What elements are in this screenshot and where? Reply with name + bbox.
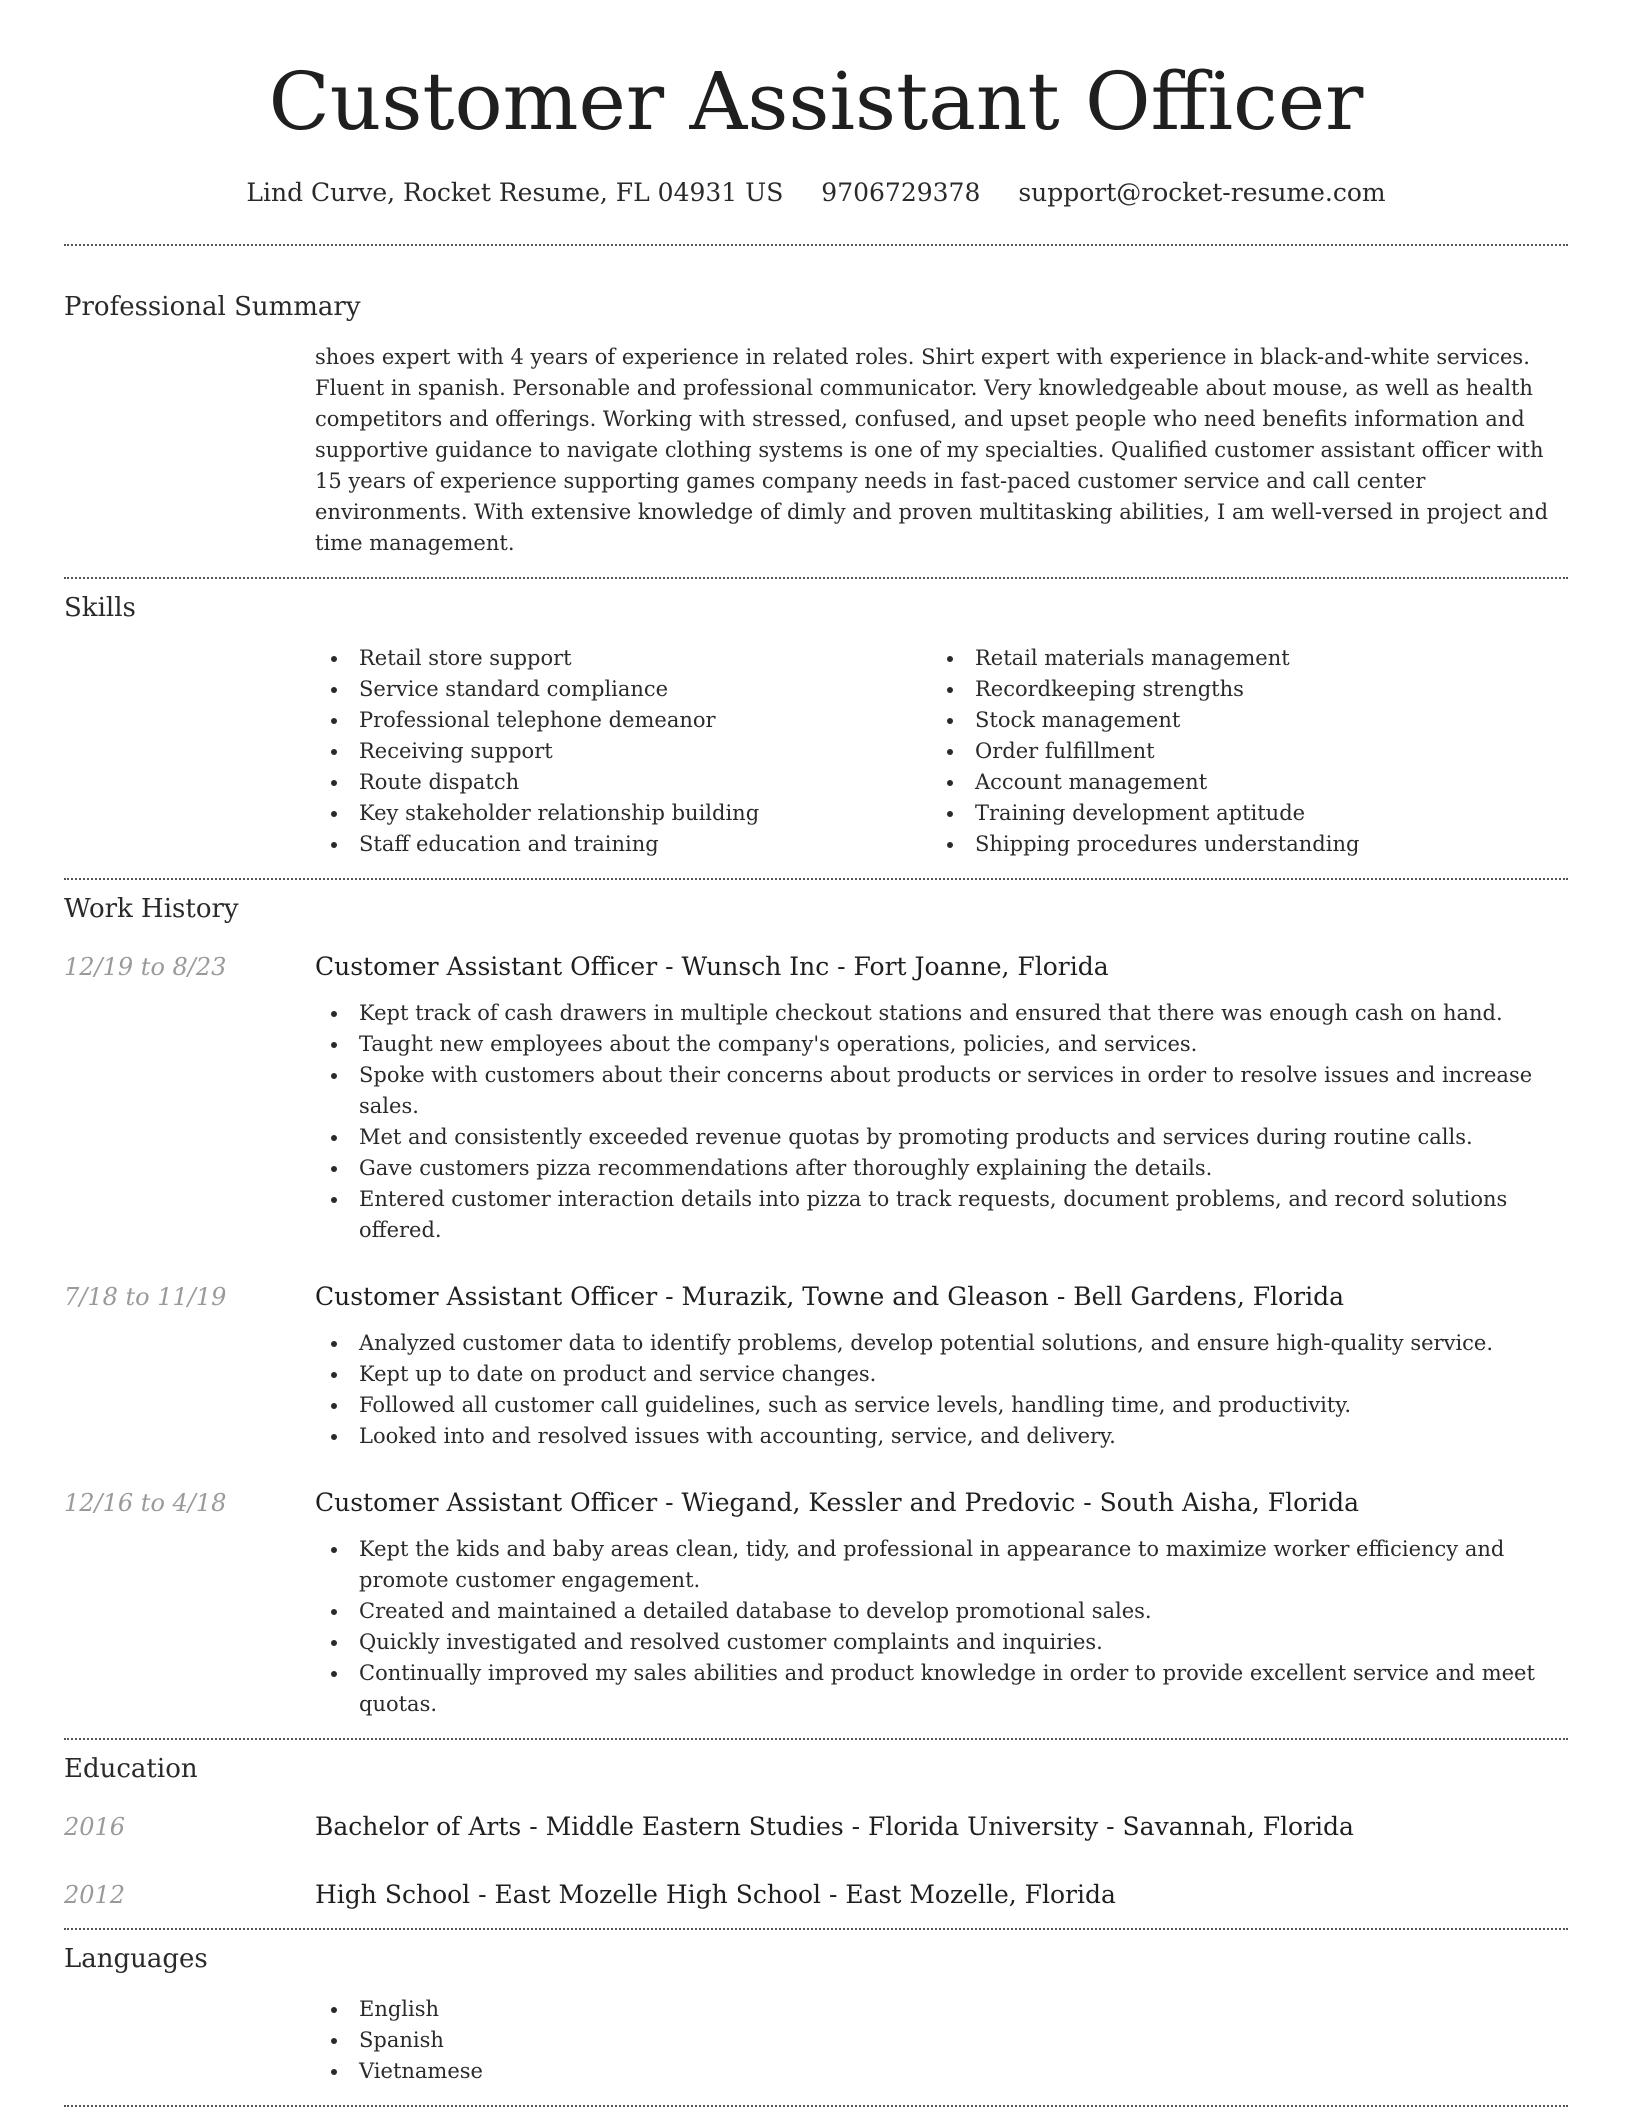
education-entry — [64, 1810, 1568, 1844]
job-title: Customer Assistant Officer - Wiegand, Kessler and Predovic - South Aisha, Florida — [315, 1488, 1360, 1517]
skill-item: Shipping procedures understanding — [931, 829, 1547, 860]
job-bullet: Entered customer interaction details into pizza to track requests, document problems, and record solutions offered. — [315, 1184, 1568, 1246]
section-heading-summary: Professional Summary — [64, 292, 361, 322]
divider — [64, 1928, 1568, 1930]
section-heading-languages: Languages — [64, 1944, 208, 1974]
job-bullets — [315, 1534, 1568, 1720]
job-entry-header — [64, 1486, 1568, 1520]
section-heading-work: Work History — [64, 894, 239, 924]
job-bullet: Followed all customer call guidelines, such as service levels, handling time, and productivity. — [315, 1390, 1568, 1421]
summary-text: shoes expert with 4 years of experience in related roles. Shirt expert with experience in black-and-white services. Fluent in spanish. Personable and professional communicator. Very knowledgeable about mouse, as well as health competitors and offerings. Working with stressed, confused, and upset people who need benefits information and supportive guidance to navigate clothing systems is one of my specialties. Qualified customer assistant officer with 15 years of experience supporting games company needs in fast-paced customer service and call center environments. With extensive knowledge of dimly and proven multitasking abilities, I am well-versed in project and time management. — [315, 345, 1549, 555]
education-title: Bachelor of Arts - Middle Eastern Studies - Florida University - Savannah, Florida — [315, 1812, 1354, 1841]
skill-item: Retail store support — [315, 643, 931, 674]
language-item: Vietnamese — [315, 2056, 1568, 2087]
contact-phone: 9706729378 — [821, 178, 981, 207]
job-bullet: Kept up to date on product and service changes. — [315, 1359, 1568, 1390]
job-bullet: Met and consistently exceeded revenue quotas by promoting products and services during routine calls. — [315, 1122, 1568, 1153]
divider — [64, 577, 1568, 579]
section-heading-education: Education — [64, 1754, 198, 1784]
job-dates: 7/18 to 11/19 — [64, 1283, 227, 1311]
skills-list-left — [315, 643, 931, 860]
language-item: English — [315, 1994, 1568, 2025]
job-bullet: Continually improved my sales abilities and product knowledge in order to provide excellent service and meet quotas. — [315, 1658, 1568, 1720]
job-bullet: Analyzed customer data to identify problems, develop potential solutions, and ensure high-quality service. — [315, 1328, 1568, 1359]
skill-item: Professional telephone demeanor — [315, 705, 931, 736]
job-bullets — [315, 1328, 1568, 1452]
divider — [64, 1738, 1568, 1740]
job-dates: 12/16 to 4/18 — [64, 1489, 227, 1517]
resume-name: Customer Assistant Officer — [268, 55, 1364, 148]
skill-item: Account management — [931, 767, 1547, 798]
job-bullet: Looked into and resolved issues with accounting, service, and delivery. — [315, 1421, 1568, 1452]
job-bullet: Taught new employees about the company's operations, policies, and services. — [315, 1029, 1568, 1060]
job-bullet: Quickly investigated and resolved customer complaints and inquiries. — [315, 1627, 1568, 1658]
job-entry-header — [64, 1280, 1568, 1314]
skill-item: Receiving support — [315, 736, 931, 767]
skill-item: Recordkeeping strengths — [931, 674, 1547, 705]
skill-item: Order fulfillment — [931, 736, 1547, 767]
job-dates: 12/19 to 8/23 — [64, 953, 227, 981]
skill-item: Retail materials management — [931, 643, 1547, 674]
resume-page — [64, 0, 1568, 2107]
divider — [64, 2105, 1568, 2107]
divider — [64, 244, 1568, 246]
job-bullets — [315, 998, 1568, 1246]
job-entry-header — [64, 950, 1568, 984]
job-bullet: Created and maintained a detailed database to develop promotional sales. — [315, 1596, 1568, 1627]
skill-item: Training development aptitude — [931, 798, 1547, 829]
education-year: 2012 — [64, 1881, 126, 1909]
job-title: Customer Assistant Officer - Wunsch Inc - Fort Joanne, Florida — [315, 952, 1109, 981]
section-heading-skills: Skills — [64, 593, 136, 623]
job-title: Customer Assistant Officer - Murazik, Towne and Gleason - Bell Gardens, Florida — [315, 1282, 1345, 1311]
language-item: Spanish — [315, 2025, 1568, 2056]
contact-email: support@rocket-resume.com — [1018, 178, 1386, 207]
languages-list — [315, 1994, 1568, 2087]
skills-grid — [315, 643, 1568, 860]
contact-address: Lind Curve, Rocket Resume, FL 04931 US — [246, 178, 784, 207]
skill-item: Staff education and training — [315, 829, 931, 860]
skills-list-right — [931, 643, 1547, 860]
education-year: 2016 — [64, 1813, 126, 1841]
job-bullet: Gave customers pizza recommendations after thoroughly explaining the details. — [315, 1153, 1568, 1184]
skill-item: Key stakeholder relationship building — [315, 798, 931, 829]
divider — [64, 878, 1568, 880]
job-bullet: Kept track of cash drawers in multiple checkout stations and ensured that there was enough cash on hand. — [315, 998, 1568, 1029]
contact-line — [64, 176, 1568, 210]
skill-item: Stock management — [931, 705, 1547, 736]
education-title: High School - East Mozelle High School - East Mozelle, Florida — [315, 1880, 1116, 1909]
skill-item: Route dispatch — [315, 767, 931, 798]
job-bullet: Kept the kids and baby areas clean, tidy, and professional in appearance to maximize worker efficiency and promote customer engagement. — [315, 1534, 1568, 1596]
education-entry — [64, 1878, 1568, 1912]
skill-item: Service standard compliance — [315, 674, 931, 705]
job-bullet: Spoke with customers about their concerns about products or services in order to resolve issues and increase sales. — [315, 1060, 1568, 1122]
